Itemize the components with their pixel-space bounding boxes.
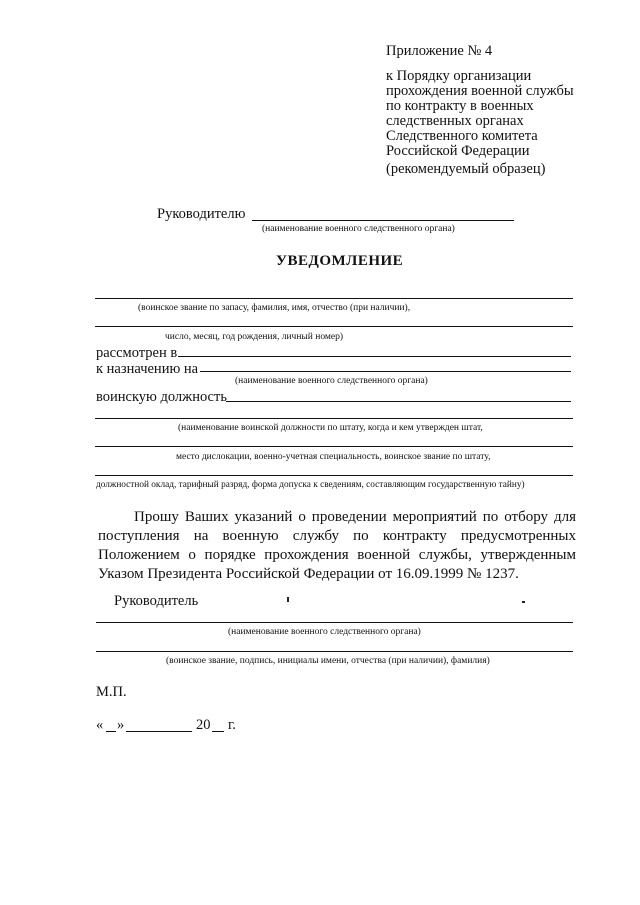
- date-open-quote: «: [96, 717, 104, 733]
- sample-note: (рекомендуемый образец): [386, 161, 546, 177]
- date-year-prefix: 20: [196, 717, 211, 733]
- position-blank-line: [226, 401, 571, 402]
- request-line-4: Указом Президента Российской Федерации от 16.09.1999 № 1237.: [98, 566, 519, 582]
- location-blank-line: [95, 446, 573, 447]
- appointment-label: к назначению на: [96, 361, 199, 377]
- birth-caption: число, месяц, год рождения, личный номер): [165, 332, 344, 342]
- signature-org-line: [96, 622, 573, 623]
- date-close-quote: »: [117, 717, 125, 733]
- request-line-1: Прошу Ваших указаний о проведении мероприятий по отбору для: [134, 509, 576, 525]
- addressee-caption: (наименование военного следственного органа): [262, 224, 455, 234]
- request-line-2: поступления на военную службу по контракту предусмотренных: [98, 528, 576, 544]
- appendix-line-3: по контракту в военных: [386, 98, 534, 114]
- signature-name-line: [96, 651, 573, 652]
- appendix-title: Приложение № 4: [386, 43, 493, 59]
- request-line-3: Положением о порядке прохождения военной службы, утвержденным: [98, 547, 576, 563]
- location-caption: место дислокации, военно-учетная специальность, воинское звание по штату,: [176, 452, 491, 462]
- name-caption: (воинское звание по запасу, фамилия, имя, отчество (при наличии),: [138, 303, 411, 313]
- appendix-line-1: к Порядку организации: [386, 68, 532, 84]
- salary-caption: должностной оклад, тарифный разряд, форма допуска к сведениям, составляющим государственную тайну): [96, 480, 525, 490]
- addressee-blank-line: [252, 220, 514, 221]
- date-year-suffix: г.: [228, 717, 236, 733]
- appointment-caption: (наименование военного следственного органа): [235, 376, 428, 386]
- scan-speck: [287, 597, 289, 602]
- scan-speck: [522, 601, 525, 603]
- appendix-line-6: Российской Федерации: [386, 143, 530, 159]
- signature-name-caption: (воинское звание, подпись, инициалы имени, отчества (при наличии), фамилия): [166, 656, 490, 666]
- considered-label: рассмотрен в: [96, 345, 178, 361]
- appendix-line-4: следственных органах: [386, 113, 524, 129]
- stamp-mark: М.П.: [96, 684, 127, 700]
- position-blank-line-2: [95, 418, 573, 419]
- position-caption: (наименование воинской должности по штату, когда и кем утвержден штат,: [178, 423, 483, 433]
- considered-blank-line: [178, 356, 571, 357]
- position-label: воинскую должность: [96, 389, 227, 405]
- appendix-line-5: Следственного комитета: [386, 128, 538, 144]
- appointment-blank-line: [200, 371, 571, 372]
- date-month-line: [126, 731, 192, 732]
- birth-blank-line: [95, 326, 573, 327]
- salary-blank-line: [95, 475, 573, 476]
- signature-org-caption: (наименование военного следственного органа): [228, 627, 421, 637]
- signature-label: Руководитель: [114, 593, 199, 609]
- date-year-line: [212, 731, 224, 732]
- document-title: УВЕДОМЛЕНИЕ: [276, 253, 404, 269]
- appendix-line-2: прохождения военной службы: [386, 83, 574, 99]
- name-blank-line: [95, 298, 573, 299]
- addressee-label: Руководителю: [157, 206, 246, 222]
- date-day-line: [106, 731, 116, 732]
